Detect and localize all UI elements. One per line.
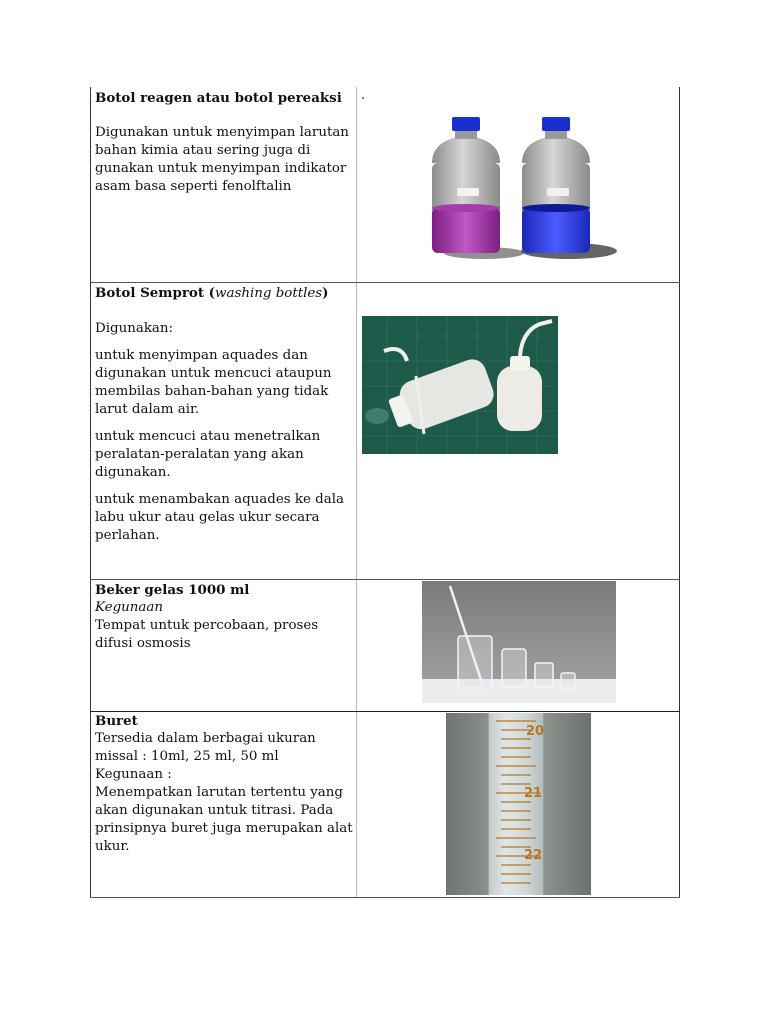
table-row [90,712,680,898]
cell-mark: . [361,88,366,103]
list-item: untuk menambakan aquades ke dala labu ukur atau gelas ukur secara perlahan. [95,492,344,543]
washing-bottles-photo [362,316,558,454]
row-title: Botol reagen atau botol pereaksi [95,90,342,106]
row-title: Buret [95,713,138,729]
table-row [90,87,680,283]
row-description: Digunakan untuk menyimpan larutan bahan kimia atau sering juga di gunakan untuk menyimpan indikator asam basa seperti fenolftalin [95,125,349,194]
row-line: missal : 10ml, 25 ml, 50 ml [95,749,279,764]
row-title: Botol Semprot (washing bottles) [95,285,329,301]
row-subtitle: Kegunaan [95,600,163,615]
table-row [90,283,680,580]
list-item: untuk mencuci atau menetralkan peralatan-peralatan yang akan digunakan. [95,429,321,480]
equipment-table [90,87,680,898]
list-item: untuk menyimpan aquades dan digunakan untuk mencuci ataupun membilas bahan-bahan yang tidak larut dalam air. [95,348,332,417]
row-title: Beker gelas 1000 ml [95,582,250,598]
row-line: Menempatkan larutan tertentu yang akan digunakan untuk titrasi. Pada prinsipnya buret juga merupakan alat ukur. [95,785,353,854]
description-cell [95,89,353,196]
description-cell [95,581,353,653]
scale-number: 21 [524,786,543,801]
beakers-photo [422,581,616,703]
usage-intro: Digunakan: [95,321,174,336]
reagent-bottles-image [419,113,619,263]
row-line: Kegunaan : [95,767,172,782]
row-description: Tempat untuk percobaan, proses difusi osmosis [95,618,319,651]
scale-number: 22 [524,848,543,863]
burette-photo [446,713,591,895]
row-line: Tersedia dalam berbagai ukuran [95,731,316,746]
scale-number: 20 [526,724,545,739]
description-cell [95,712,353,856]
description-cell [95,284,353,545]
table-row [90,580,680,712]
